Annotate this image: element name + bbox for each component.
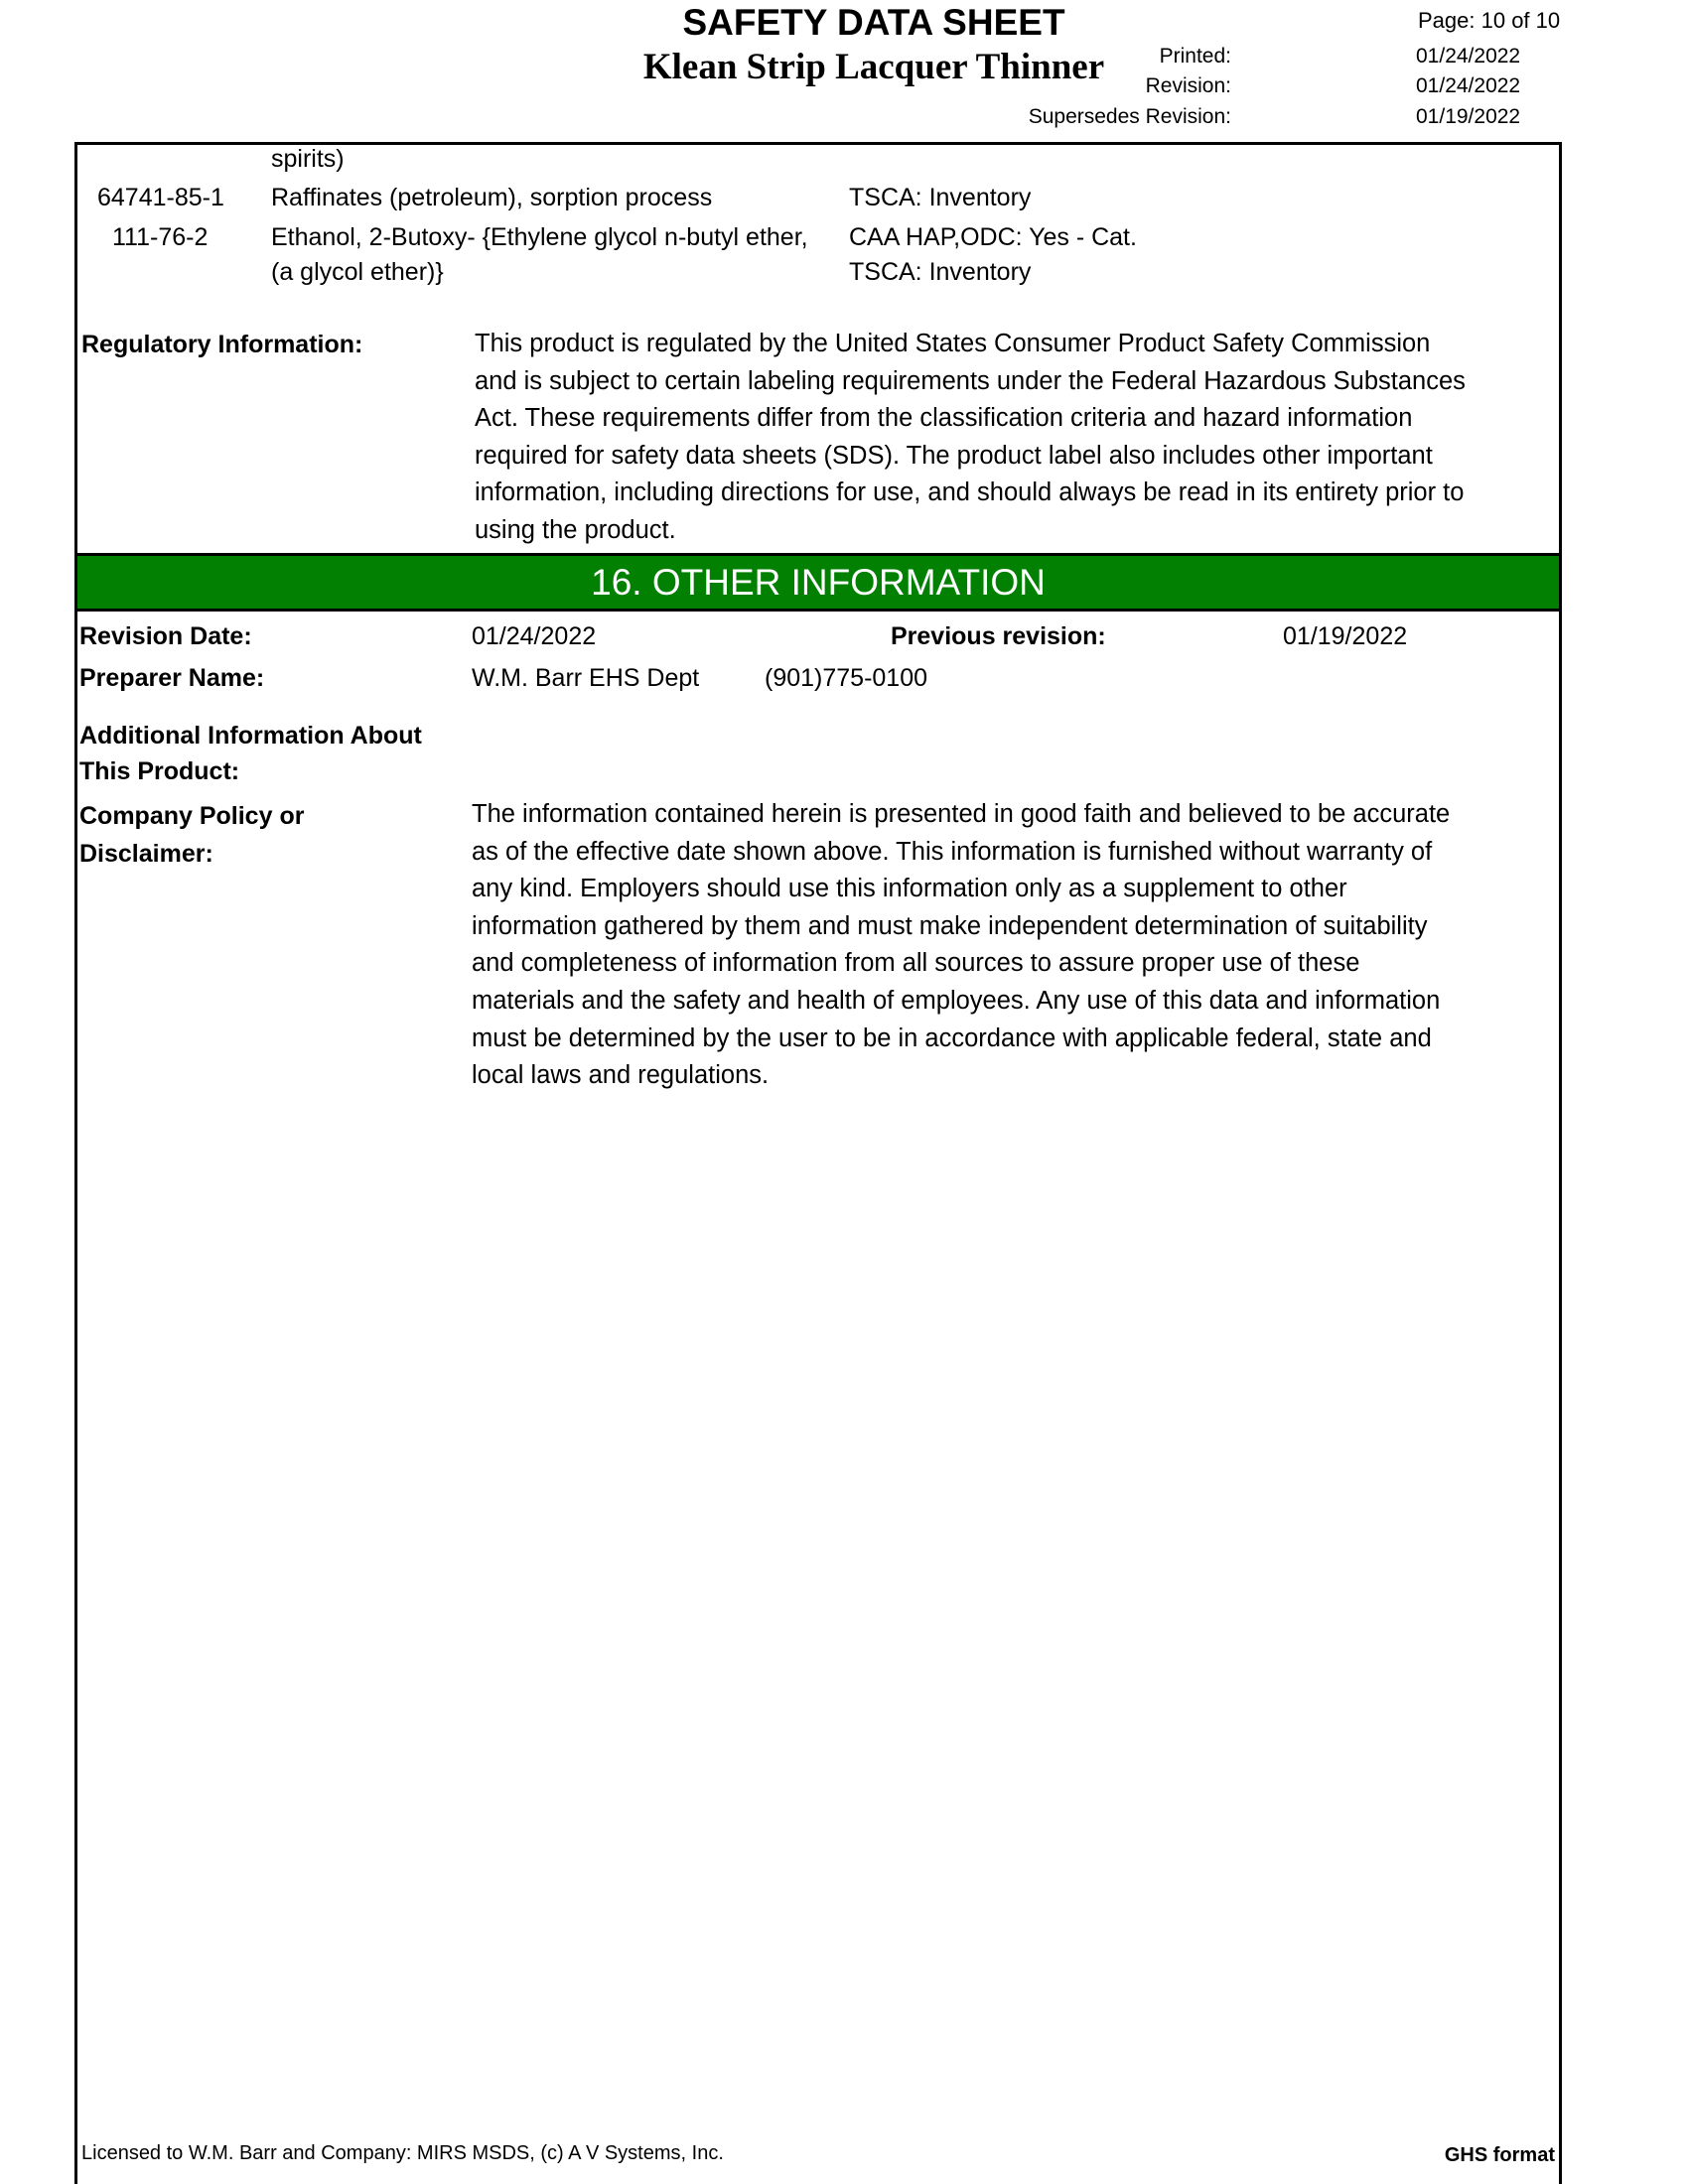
disclaimer-text <box>472 796 1559 1095</box>
revision-label: Revision: <box>1145 74 1231 97</box>
regulatory-label: Regulatory Information: <box>81 331 363 358</box>
cas-number: 64741-85-1 <box>97 184 224 211</box>
regulations: CAA HAP,ODC: Yes - Cat. <box>849 223 1137 251</box>
revision-value: 01/24/2022 <box>1416 74 1521 97</box>
format-footer: GHS format <box>1444 2144 1555 2166</box>
additional-info-label: Additional Information About <box>79 722 422 750</box>
disclaimer-line: materials and the safety and health of employees. Any use of this data and information <box>472 986 1441 1015</box>
disclaimer-line: must be determined by the user to be in accordance with applicable federal, state and <box>472 1024 1432 1052</box>
regulatory-line: and is subject to certain labeling requirements under the Federal Hazardous Substances <box>475 366 1466 395</box>
chemical-name: spirits) <box>271 145 345 173</box>
preparer-label: Preparer Name: <box>79 664 265 692</box>
printed-value: 01/24/2022 <box>1416 45 1521 68</box>
preparer-phone: (901)775-0100 <box>765 664 928 692</box>
chemical-name: Raffinates (petroleum), sorption process <box>271 184 713 211</box>
disclaimer-line: as of the effective date shown above. This information is furnished without warranty of <box>472 837 1433 866</box>
disclaimer-label-cont: Disclaimer: <box>79 840 213 868</box>
chemical-name-cont: (a glycol ether)} <box>271 258 444 286</box>
supersedes-label: Supersedes Revision: <box>1028 105 1231 128</box>
cas-number: 111-76-2 <box>112 223 209 251</box>
regulatory-text <box>475 326 1557 550</box>
section-header-16 <box>74 553 1562 612</box>
printed-label: Printed: <box>1159 45 1231 68</box>
document-title: SAFETY DATA SHEET <box>682 2 1065 43</box>
revision-date-value: 01/24/2022 <box>472 622 597 650</box>
disclaimer-line: The information contained herein is presented in good faith and believed to be accurate <box>472 800 1451 828</box>
product-name: Klean Strip Lacquer Thinner <box>642 47 1105 87</box>
disclaimer-label: Company Policy or <box>79 802 305 830</box>
regulatory-line: using the product. <box>475 515 676 544</box>
disclaimer-line: any kind. Employers should use this information only as a supplement to other <box>472 875 1347 903</box>
license-footer: Licensed to W.M. Barr and Company: MIRS MSDS, (c) A V Systems, Inc. <box>81 2142 724 2164</box>
additional-info-label-cont: This Product: <box>79 757 240 785</box>
regulatory-line: Act. These requirements differ from the classification criteria and hazard information <box>475 404 1413 433</box>
regulatory-line: required for safety data sheets (SDS). The product label also includes other important <box>475 441 1433 470</box>
chemical-name: Ethanol, 2-Butoxy- {Ethylene glycol n-butyl ether, <box>271 223 808 251</box>
regulations: TSCA: Inventory <box>849 184 1032 211</box>
section-title: 16. OTHER INFORMATION <box>591 562 1046 603</box>
disclaimer-line: and completeness of information from all sources to assure proper use of these <box>472 949 1360 978</box>
supersedes-value: 01/19/2022 <box>1416 105 1521 128</box>
disclaimer-line: local laws and regulations. <box>472 1061 770 1090</box>
regulations-cont: TSCA: Inventory <box>849 258 1032 286</box>
preparer-value: W.M. Barr EHS Dept <box>472 664 700 692</box>
previous-revision-label: Previous revision: <box>891 622 1106 650</box>
page-number: Page: 10 of 10 <box>1418 8 1561 33</box>
disclaimer-line: information gathered by them and must make independent determination of suitability <box>472 911 1428 940</box>
previous-revision-value: 01/19/2022 <box>1283 622 1408 650</box>
revision-date-label: Revision Date: <box>79 622 252 650</box>
regulatory-line: information, including directions for use, and should always be read in its entirety prior to <box>475 478 1465 507</box>
regulatory-line: This product is regulated by the United States Consumer Product Safety Commission <box>475 330 1431 357</box>
